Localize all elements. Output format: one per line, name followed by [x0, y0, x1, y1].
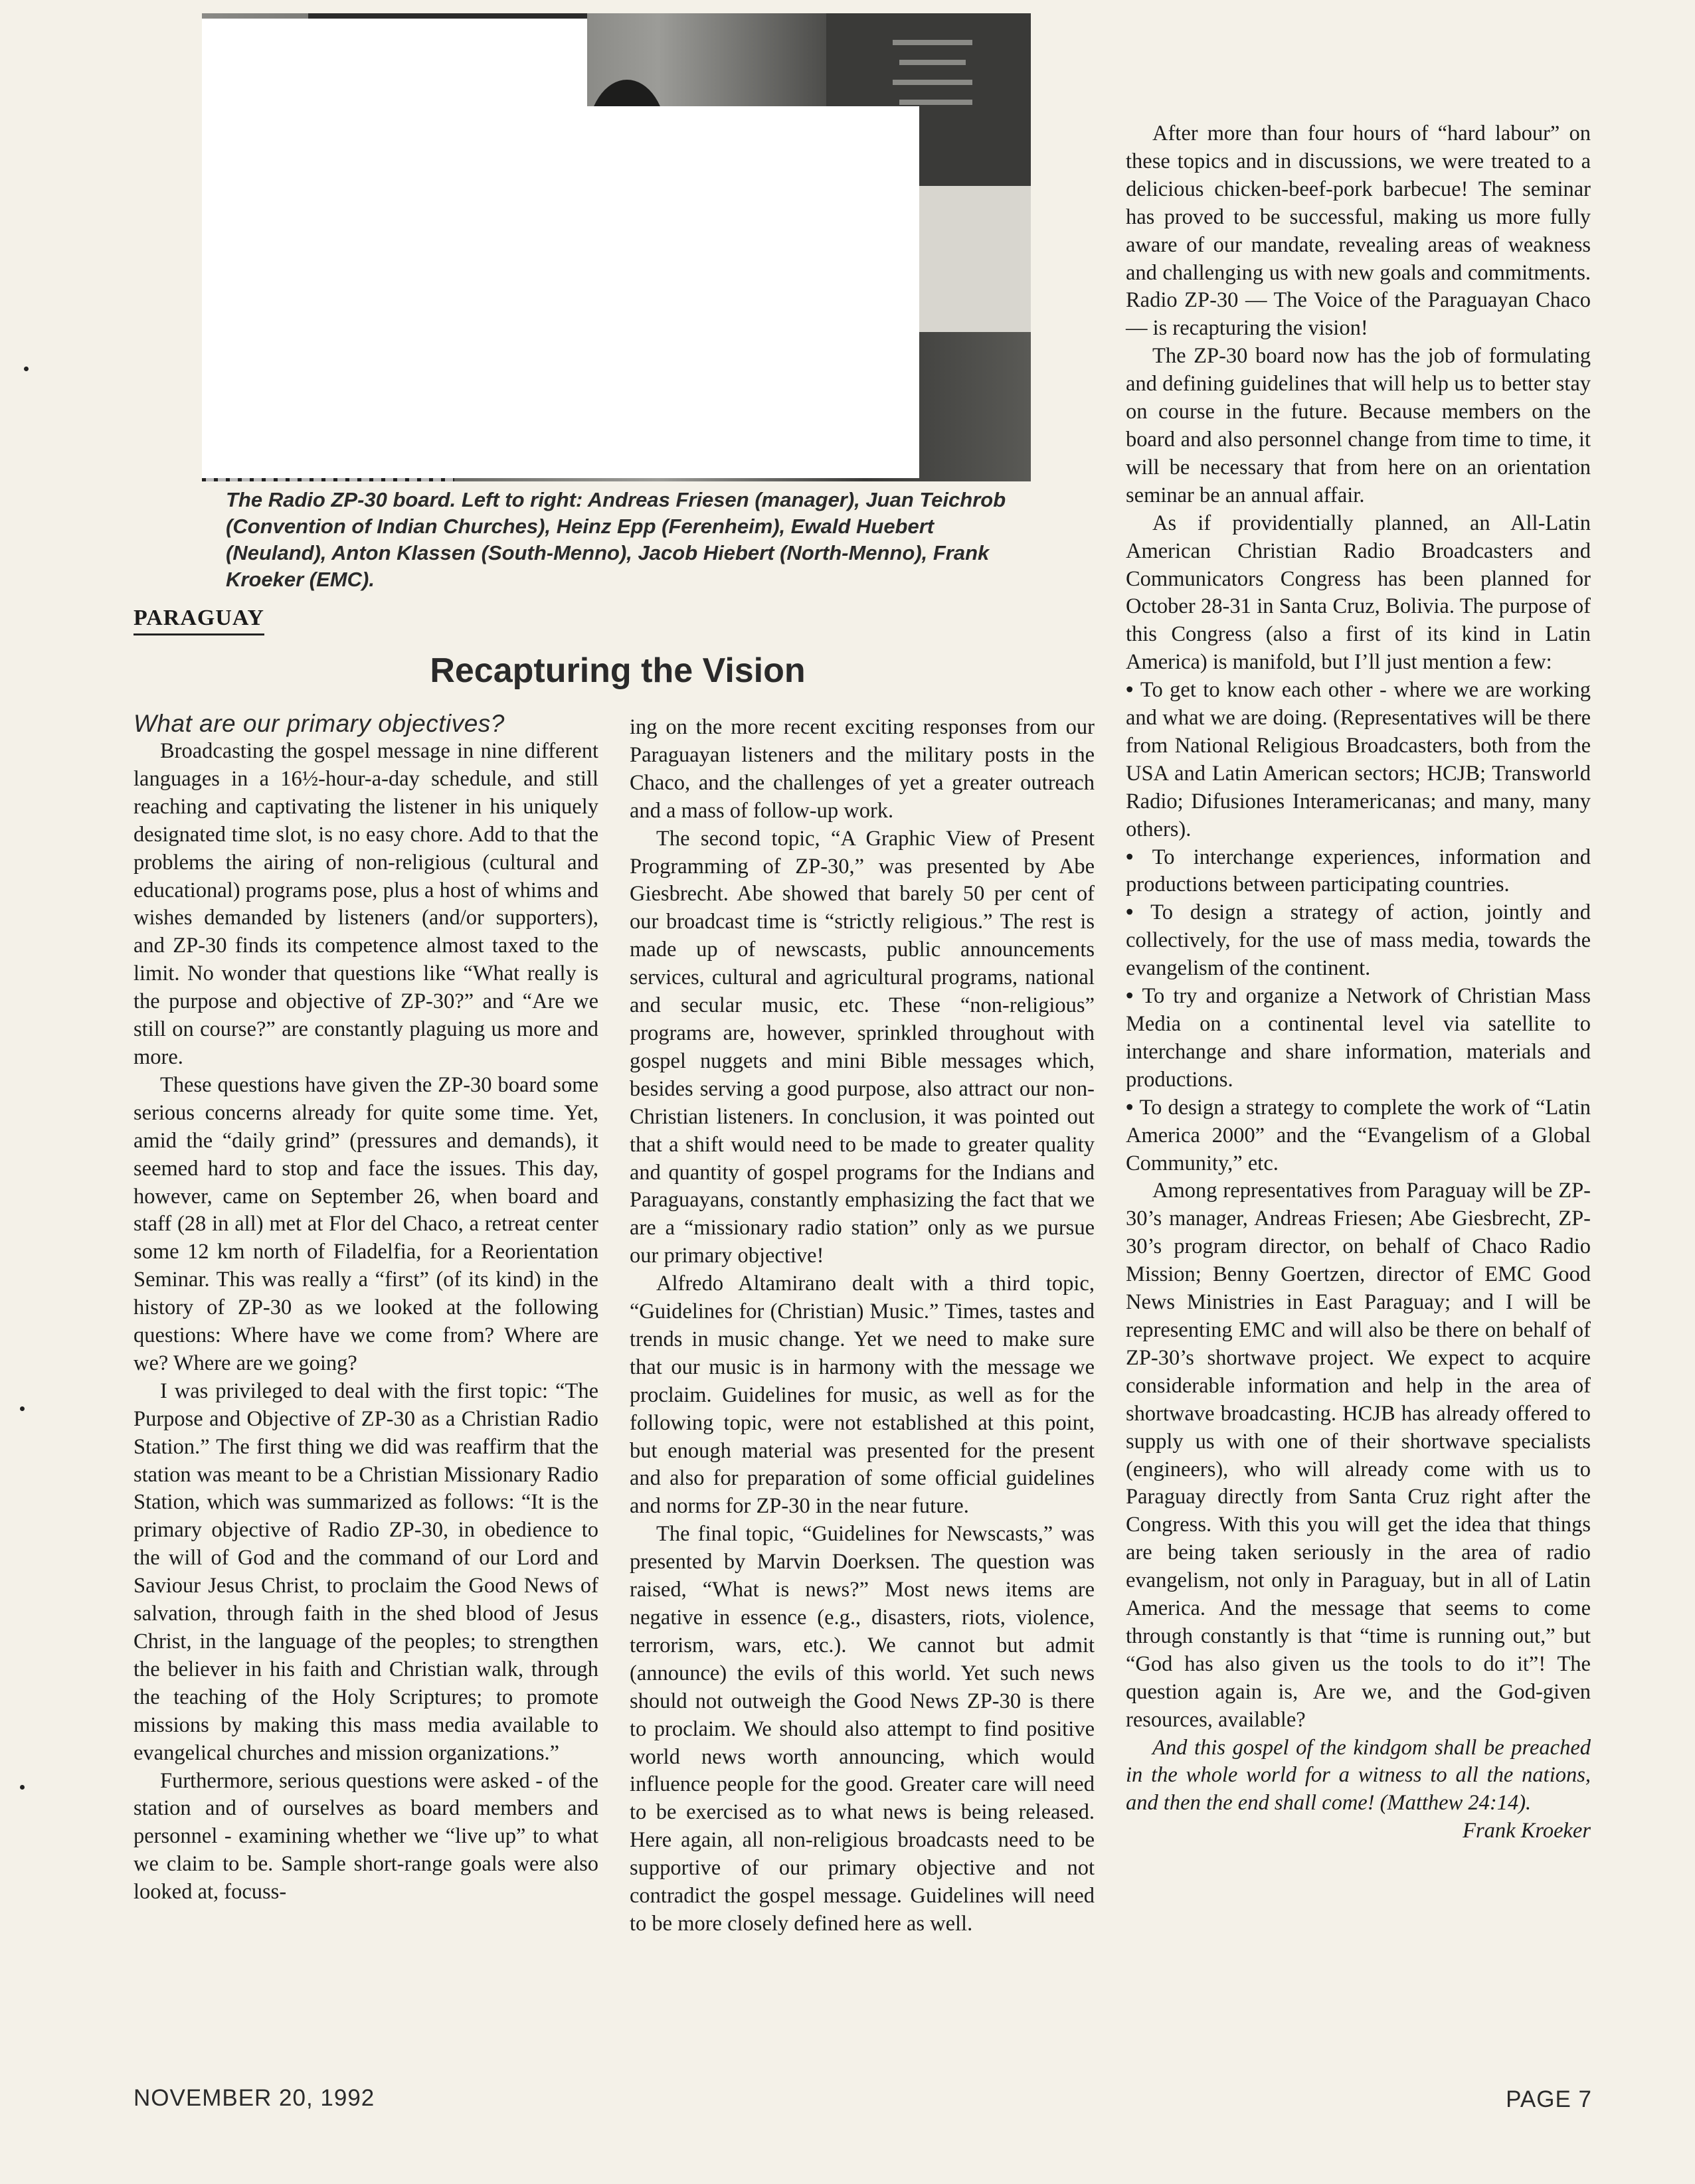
scan-speck: [24, 367, 29, 371]
bullet-item: • To design a strategy of action, jointly and collectively, for the use of mass media, towards the evangelism of the continent.: [1126, 900, 1591, 981]
bullet-item: • To interchange experiences, information and productions between participating countries.: [1126, 845, 1591, 897]
paragraph: Alfredo Altamirano dealt with a third topic, “Guidelines for (Christian) Music.” Times, tastes and trends in music change. Yet we need to make sure that our music is in harmony with the message we proclaim. Guidelines for music, as well as for the following topic, were not established at this point, but enough material was presented for the present and also for preparation of some official guidelines and norms for ZP-30 in the near future.: [630, 1272, 1095, 1519]
paragraph: I was privileged to deal with the first topic: “The Purpose and Objective of ZP-30 as a Christian Radio Station.” The first thing we did was reaffirm that the station was meant to be a Christian Missionary Radio Station, which was summarized as follows: “It is the primary objective of Radio ZP-30, in obedience to the will of God and the command of our Lord and Saviour Jesus Christ, to proclaim the Good News of salvation, through faith in the shed blood of Jesus Christ, in the language of the peoples; to strengthen the believer in his faith and Christian walk, through the teaching of the Holy Scriptures; to promote missions by making this mass media available to evangelical churches and mission organizations.”: [134, 1379, 598, 1765]
paragraph: These questions have given the ZP-30 board some serious concerns already for quite some time. Yet, amid the “daily grind” (pressures and demands), it seemed hard to stop and face the issues. This day, however, came on September 26, when board and staff (28 in all) met at Flor del Chaco, a retreat center some 12 km north of Filadelfia, for a Reorientation Seminar. This was really a “first” (of its kind) in the history of ZP-30 as we looked at the following questions: Where have we come from? Where are we? Where are we going?: [134, 1072, 598, 1375]
bullet-icon: •: [1126, 845, 1152, 869]
paragraph: ing on the more recent exciting responses from our Paraguayan listeners and the military posts in the Chaco, and the challenges of yet a greater outreach and a mass of follow-up work.: [630, 715, 1095, 823]
scan-speck: [20, 1406, 25, 1411]
board-photo: [202, 13, 1031, 481]
bullet-icon: •: [1126, 678, 1140, 703]
photo-person-shirt: [919, 186, 1031, 332]
author-signature: Frank Kroeker: [1463, 1819, 1591, 1843]
page-number: PAGE 7: [1506, 2086, 1592, 2112]
paragraph: The ZP-30 board now has the job of formulating and defining guidelines that will help us to better stay on course in the future. Because members on the board and also personnel change from time to time, it will be necessary that from here on an orientation seminar be an annual affair.: [1126, 344, 1591, 507]
paragraph: Furthermore, serious questions were asked - of the station and of ourselves as board members and personnel - examining whether we “live up” to what we claim to be. Sample short-range goals were also looked at, focuss-: [134, 1768, 598, 1904]
bullet-item: • To get to know each other - where we are working and what we are doing. (Representatives will be there from National Religious Broadcasters, both from the USA and Latin American sectors; HCJB; Transworld Radio; Difusiones Interamericanas; and many, many others).: [1126, 678, 1591, 841]
paragraph: Broadcasting the gospel message in nine different languages in a 16½-hour-a-day schedule, and still reaching and captivating the listener in his uniquely designated time slot, is no easy chore. Add to that the problems the airing of non-religious (cultural and educational) programs pose, plus a host of whims and wishes demanded by listeners (and/or supporters), and ZP-30 finds its competence almost taxed to the limit. No wonder that questions like “What really is the purpose and objective of ZP-30?” and “Are we still on course?” are constantly plaguing us more and more.: [134, 739, 598, 1069]
bullet-item: • To try and organize a Network of Christian Mass Media on a continental level via satellite to interchange and share information, materials and productions.: [1126, 984, 1591, 1092]
photo-caption: The Radio ZP-30 board. Left to right: Andreas Friesen (manager), Juan Teichrob (Convention of Indian Churches), Heinz Epp (Ferenheim), Ewald Huebert (Neuland), Anton Klassen (South-Menno), Jacob Hiebert (North-Menno), Frank Kroeker (EMC).: [226, 488, 1006, 591]
scan-speck: [20, 1785, 25, 1790]
article-headline: Recapturing the Vision: [430, 651, 806, 690]
scripture-verse: And this gospel of the kindgom shall be preached in the whole world for a witness to all the nations, and then the end shall come! (Matthew 24:14). Frank Kroeker: [1126, 1734, 1591, 1818]
paragraph: After more than four hours of “hard labour” on these topics and in discussions, we were treated to a delicious chicken-beef-pork barbecue! The seminar has proved to be successful, making us more fully aware of our mandate, revealing areas of weakness and challenging us with new goals and commitments. Radio ZP-30 — The Voice of the Paraguayan Chaco — is recapturing the vision!: [1126, 122, 1591, 341]
bullet-icon: •: [1126, 900, 1151, 925]
column-2: [630, 714, 1095, 1938]
article-subhead: What are our primary objectives?: [134, 710, 505, 737]
paragraph: The second topic, “A Graphic View of Present Programming of ZP-30,” was presented by Abe Giesbrecht. Abe showed that barely 50 per cent of our broadcast time is “strictly religious.” The rest is made up of newscasts, public announcements services, cultural and agricultural programs, national and secular music, etc. These “non-religious” programs are, however, sprinkled throughout with gospel nuggets and mini Bible messages which, besides serving a good purpose, also attract our non-Christian listeners. In conclusion, it was pointed out that a shift would need to be made to greater quality and quantity of gospel programs for the Indians and Paraguayans, constantly emphasizing the fact that we are a “missionary radio station” only as we pursue our primary objective!: [630, 826, 1095, 1268]
paragraph: Among representatives from Paraguay will be ZP-30’s manager, Andreas Friesen; Abe Giesbrecht, ZP-30’s program director, on behalf of Chaco Radio Mission; Benny Goertzen, director of EMC Good News Ministries in East Paraguay; and I will be representing EMC and will also be there on behalf of ZP-30’s shortwave project. We expect to acquire considerable information and help in the area of shortwave broadcasting. HCJB has already offered to supply us with one of their shortwave specialists (engineers), who will already come with us to Paraguay directly from Santa Cruz right after the Congress. With this you will get the idea that things are being taken seriously in the area of radio evangelism, not only in Paraguay, but in all of Latin America. And the message that seems to come through constantly is that “time is running out,” but “God has also given us the tools to do it”! The question again is, Are we, and the God-given resources, available?: [1126, 1179, 1591, 1732]
column-3: [1126, 120, 1591, 1845]
column-1: [134, 738, 598, 1906]
photo-redaction: [202, 19, 919, 478]
footer-date: NOVEMBER 20, 1992: [134, 2085, 375, 2111]
section-label: PARAGUAY: [134, 606, 264, 635]
bullet-icon: •: [1126, 1095, 1140, 1120]
paragraph: As if providentially planned, an All-Latin American Christian Radio Broadcasters and Communicators Congress has been planned for October 28-31 in Santa Cruz, Bolivia. The purpose of this Congress (also a first of its kind in Latin America) is manifold, but I’ll just mention a few:: [1126, 511, 1591, 675]
bullet-icon: •: [1126, 984, 1142, 1009]
paragraph: The final topic, “Guidelines for Newscasts,” was presented by Marvin Doerksen. The question was raised, “What is news?” Most news items are negative in essence (e.g., disasters, riots, violence, terrorism, wars, etc.). We cannot but admit (announce) the evils of this world. Yet such news should not outweigh the Good News ZP-30 is there to proclaim. We should also attempt to find positive world news worth announcing, which would influence people for the good. Greater care will need to be exercised as to what news is being released. Here again, all non-religious broadcasts need to be supportive of our primary objective and not contradict the gospel message. Guidelines will need to be more closely defined here as well.: [630, 1522, 1095, 1936]
bullet-item: • To design a strategy to complete the work of “Latin America 2000” and the “Evangelism of a Global Community,” etc.: [1126, 1095, 1591, 1175]
